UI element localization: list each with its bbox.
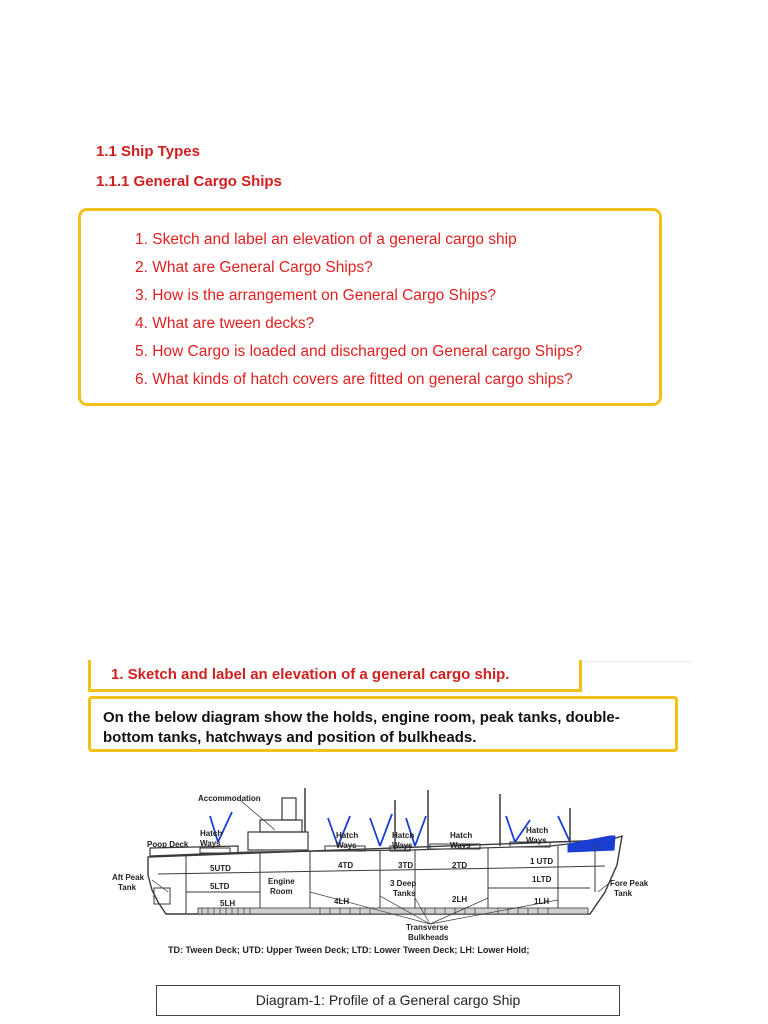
instruction-text: On the below diagram show the holds, engine room, peak tanks, double-bottom tanks, hatchways and position of bulkheads. <box>103 709 620 746</box>
instruction-box <box>88 696 678 752</box>
label-poop-deck: Poop Deck <box>147 840 189 849</box>
funnel <box>282 798 296 820</box>
accommodation-block <box>248 832 308 850</box>
label-aft-peak-tank: Aft Peak <box>112 873 145 882</box>
question-item: 4. What are tween decks? <box>135 315 315 332</box>
label-bulkheads: Transverse <box>406 923 449 932</box>
question-item: 5. How Cargo is loaded and discharged on General cargo Ships? <box>135 343 583 360</box>
label-1ltd: 1LTD <box>532 875 552 884</box>
label-hatch-ways: Hatch <box>450 831 473 840</box>
label-engine-room: Room <box>270 887 293 896</box>
label-hatch-ways: Ways <box>450 841 471 850</box>
label-3td: 3TD <box>398 861 414 870</box>
label-5ltd: 5LTD <box>210 882 230 891</box>
label-deep-tanks: Tanks <box>393 889 416 898</box>
derricks <box>210 812 570 846</box>
label-hatch-ways: Ways <box>526 836 547 845</box>
hatch-cover <box>200 848 230 853</box>
diagram-caption: Diagram-1: Profile of a General cargo Ship <box>156 985 620 1016</box>
section-heading: 1.1 Ship Types <box>96 143 200 160</box>
rudder <box>154 888 170 904</box>
label-5lh: 5LH <box>220 899 236 908</box>
answer-title-box <box>88 660 582 692</box>
tween-deck-lower <box>186 888 590 892</box>
label-bulkheads: Bulkheads <box>408 933 449 942</box>
questions-box <box>78 208 662 406</box>
label-4lh: 4LH <box>334 897 350 906</box>
question-item: 6. What kinds of hatch covers are fitted on general cargo ships? <box>135 371 573 388</box>
label-4td: 4TD <box>338 861 354 870</box>
answer-title: 1. Sketch and label an elevation of a general cargo ship. <box>111 666 510 683</box>
label-1lh: 1LH <box>534 897 550 906</box>
label-fore-peak-tank: Tank <box>614 889 633 898</box>
label-hatch-ways: Ways <box>200 839 221 848</box>
accommodation-block <box>260 820 302 832</box>
label-hatch-ways: Hatch <box>336 831 359 840</box>
questions-list <box>135 228 582 396</box>
label-hatch-ways: Hatch <box>526 826 549 835</box>
label-hatch-ways: Hatch <box>392 831 415 840</box>
diagram-legend: TD: Tween Deck; UTD: Upper Tween Deck; LTD: Lower Tween Deck; LH: Lower Hold; <box>168 945 530 955</box>
question-item: 1. Sketch and label an elevation of a general cargo ship <box>135 231 517 248</box>
double-bottom-tanks <box>198 908 588 914</box>
label-hatch-ways: Hatch <box>200 829 223 838</box>
pointer-accommodation <box>240 800 275 830</box>
label-deep-tanks: 3 Deep <box>390 879 417 888</box>
label-aft-peak-tank: Tank <box>118 883 137 892</box>
forecastle <box>568 836 615 852</box>
label-5utd: 5UTD <box>210 864 231 873</box>
label-hatch-ways: Ways <box>336 841 357 850</box>
ship-profile-diagram <box>110 780 649 945</box>
label-fore-peak-tank: Fore Peak <box>610 879 649 888</box>
label-2td: 2TD <box>452 861 468 870</box>
label-hatch-ways: Ways <box>392 841 413 850</box>
label-1utd: 1 UTD <box>530 857 554 866</box>
question-item: 2. What are General Cargo Ships? <box>135 259 373 276</box>
label-engine-room: Engine <box>268 877 295 886</box>
label-2lh: 2LH <box>452 895 468 904</box>
section-subheading: 1.1.1 General Cargo Ships <box>96 173 282 190</box>
question-item: 3. How is the arrangement on General Cargo Ships? <box>135 287 497 304</box>
label-accommodation: Accommodation <box>198 794 261 803</box>
